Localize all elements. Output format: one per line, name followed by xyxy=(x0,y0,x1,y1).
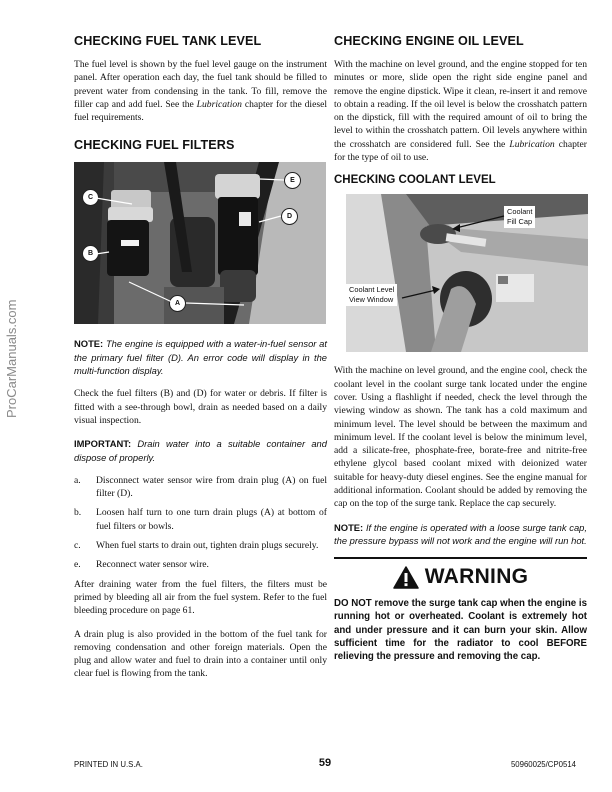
lubrication-reference: Lubrication xyxy=(509,138,555,150)
watermark: ProCarManuals.com xyxy=(4,299,19,418)
check-filters-paragraph: Check the fuel filters (B) and (D) for water or debris. If filter is fitted with a see-through bowl, drain as needed based on a daily visual inspection. xyxy=(74,388,327,426)
water-in-fuel-note: NOTE: The engine is equipped with a water-in-fuel sensor at the primary fuel filter (D). An error code will display in the multi-function display. xyxy=(74,338,327,377)
document-code: 50960025/CP0514 xyxy=(510,760,576,769)
step-item: e. Reconnect water sensor wire. xyxy=(74,559,209,571)
warning-triangle-icon xyxy=(393,566,419,589)
warning-title: WARNING xyxy=(424,565,529,589)
loose-cap-note: NOTE: If the engine is operated with a loose surge tank cap, the pressure bypass will not work and the engine will run hot. xyxy=(334,521,587,546)
step-item: c. When fuel starts to drain out, tighten drain plugs securely. xyxy=(74,540,319,552)
important-notice: IMPORTANT: Drain water into a suitable container and dispose of properly. xyxy=(74,438,327,463)
warning-text: DO NOT remove the surge tank cap when the engine is running hot or overheated. Coolant is extremely hot and under pressure and it can burn your skin. Allow sufficient time for the radiator to cool BEFORE relieving the pressure and removing the cap. xyxy=(334,598,587,663)
coolant-tank-photo xyxy=(346,194,588,352)
left-column xyxy=(74,34,327,691)
callout-d: D xyxy=(281,208,298,225)
drain-steps-list xyxy=(74,474,327,572)
warning-divider xyxy=(334,557,587,559)
page-number: 59 xyxy=(318,757,332,769)
step-item: a. Disconnect water sensor wire from drain plug (A) on fuel filter (D). xyxy=(74,474,327,500)
coolant-paragraph: With the machine on level ground, and the engine cool, check the coolant level in the coolant surge tank located under the engine cover. Using a flashlight if needed, check the level through the viewing window as shown. The tank has a cold maximum and minimum level. The level should be between the maximum and minimum level. If the coolant level is below the minimum level, add a silicate-free, phosphate-free, borate-free and nitrite-free ethylene glycol based coolant mixed with deionized water suitable for heavy-duty diesel engines. See the engine manual for additional information. Coolant should be added by removing the cap on the top of the surge tank. Replace the cap securely. xyxy=(334,365,587,510)
tank-drain-plug-paragraph: A drain plug is also provided in the bottom of the fuel tank for removing condensation and other foreign materials. Open the plug and allow water and fuel to drain into a container until only clear fuel is flowing from the tank. xyxy=(74,628,327,680)
coolant-fill-cap-label: Coolant Fill Cap xyxy=(504,206,535,228)
coolant-view-window-label: Coolant Level View Window xyxy=(346,284,397,306)
page-footer xyxy=(74,757,576,773)
heading-fuel-filters: CHECKING FUEL FILTERS xyxy=(74,138,235,153)
callout-a: A xyxy=(169,295,186,312)
right-column xyxy=(334,34,587,663)
callout-c: C xyxy=(82,189,99,206)
warning-header xyxy=(334,565,587,589)
step-item: b. Loosen half turn to one turn drain plugs (A) at bottom of fuel filters or bowls. xyxy=(74,507,327,532)
warning-box xyxy=(334,557,587,663)
priming-paragraph: After draining water from the fuel filters, the filters must be primed by bleeding all air from the fuel system. Refer to the fuel bleeding procedure on page 61. xyxy=(74,578,327,617)
heading-coolant-level: CHECKING COOLANT LEVEL xyxy=(334,174,496,187)
heading-engine-oil-level: CHECKING ENGINE OIL LEVEL xyxy=(334,34,524,48)
heading-fuel-tank-level: CHECKING FUEL TANK LEVEL xyxy=(74,34,262,48)
callout-leader-lines xyxy=(74,162,326,324)
callout-b: B xyxy=(82,245,99,262)
fuel-filter-photo xyxy=(74,162,326,324)
callout-e: E xyxy=(284,172,301,189)
printed-in-label: PRINTED IN U.S.A. xyxy=(74,760,143,769)
engine-oil-paragraph: With the machine on level ground, and the engine stopped for ten minutes or more, slide open the right side engine panel and remove the engine dipstick. Wipe it clean, re-insert it and remove to obtain a reading. If the oil level is below the crosshatch pattern on the dipstick, fill with the required amount of oil to bring the level to within the crosshatch pattern. Oil levels anywhere within the crosshatch are considered full. See the Lubrication chapter for the type of oil to use. xyxy=(334,59,587,164)
lubrication-reference: Lubrication xyxy=(196,98,242,110)
fuel-tank-paragraph: The fuel level is shown by the fuel level gauge on the instrument panel. After operation each day, the fuel tank should be filled to prevent water from condensing in the tank. To fill, remove the filler cap and add fuel. See the Lubrication chapter for the diesel fuel requirements. xyxy=(74,59,327,124)
callout-leader-lines xyxy=(346,194,588,352)
